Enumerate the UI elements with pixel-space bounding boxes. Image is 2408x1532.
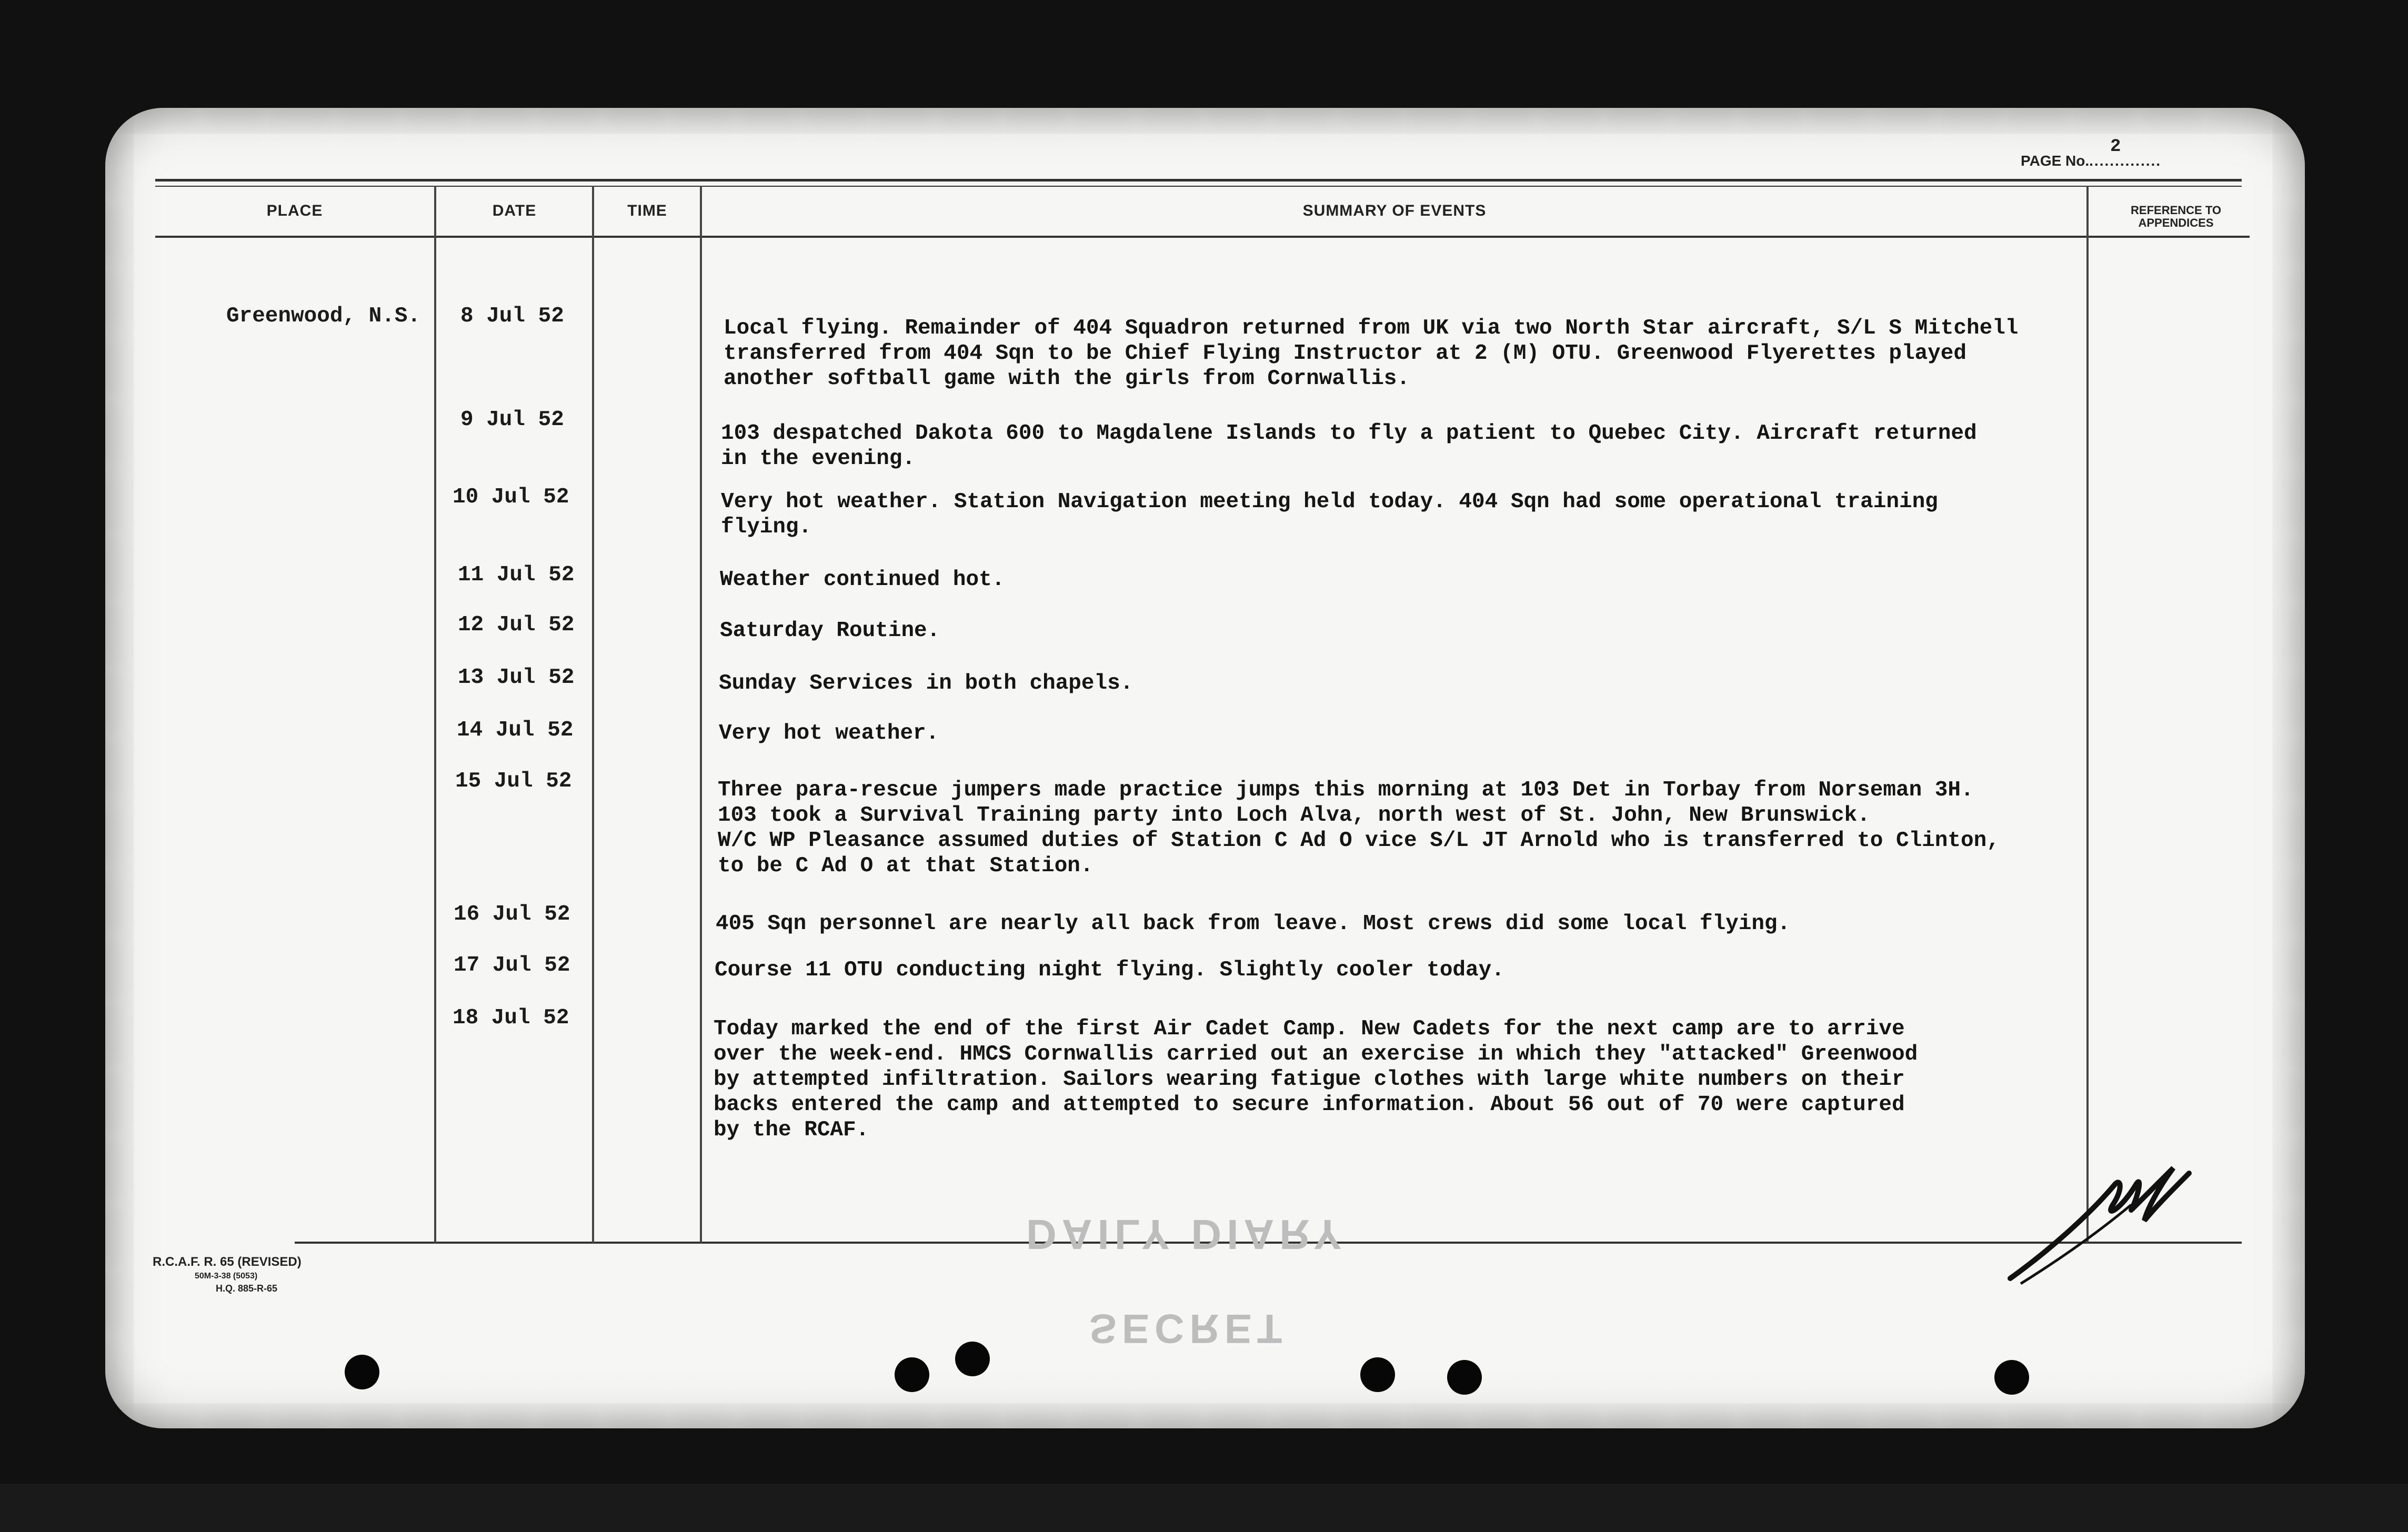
entry-date: 10 Jul 52 bbox=[453, 485, 569, 509]
column-header-reference bbox=[2097, 204, 2255, 229]
punch-hole bbox=[1994, 1360, 2029, 1395]
entry-date: 8 Jul 52 bbox=[460, 304, 564, 328]
entry-date: 18 Jul 52 bbox=[453, 1006, 569, 1030]
entry-summary: 405 Sqn personnel are nearly all back from leave. Most crews did some local flying. bbox=[716, 912, 1791, 936]
entry-date: 16 Jul 52 bbox=[454, 902, 570, 926]
date-time-divider bbox=[592, 186, 594, 1243]
entry-date: 14 Jul 52 bbox=[457, 718, 574, 742]
page-number-label: PAGE No. bbox=[2021, 153, 2090, 169]
entry-date: 13 Jul 52 bbox=[458, 666, 575, 690]
stamp-secret: SECRET bbox=[1089, 1306, 1288, 1352]
place-value: Greenwood, N.S. bbox=[226, 304, 421, 328]
column-header-time: TIME bbox=[627, 202, 667, 219]
form-hq-ref: H.Q. 885-R-65 bbox=[216, 1283, 278, 1294]
column-header-place: PLACE bbox=[266, 202, 323, 219]
entry-summary: Very hot weather. Station Navigation meeting held today. 404 Sqn had some operational training flying. bbox=[721, 490, 1938, 539]
top-rule bbox=[155, 179, 2242, 182]
form-code: R.C.A.F. R. 65 (REVISED) bbox=[153, 1255, 302, 1269]
place-date-divider bbox=[434, 186, 436, 1243]
column-header-date: DATE bbox=[492, 202, 537, 219]
punch-hole bbox=[955, 1342, 990, 1376]
page-number-dots: .............. bbox=[2089, 153, 2162, 169]
entry-summary: Today marked the end of the first Air Cadet Camp. New Cadets for the next camp are to arrive over the week-end. HMCS Cornwallis carried out an exercise in which they "attacked" Greenwood by attempted infiltration. Sailors wearing fatigue clothes with large white numbers on their backs entered the camp and attempted to secure information. About 56 out of 70 were captured by the RCAF. bbox=[714, 1017, 1918, 1142]
entry-summary: Course 11 OTU conducting night flying. Slightly cooler today. bbox=[715, 958, 1504, 982]
punch-hole bbox=[895, 1357, 929, 1392]
entry-date: 11 Jul 52 bbox=[458, 563, 575, 587]
entry-date: 15 Jul 52 bbox=[455, 769, 572, 793]
page-number-value: 2 bbox=[2110, 137, 2121, 157]
punch-hole bbox=[1360, 1357, 1395, 1392]
column-header-summary: SUMMARY OF EVENTS bbox=[1302, 202, 1487, 219]
entry-summary: Local flying. Remainder of 404 Squadron returned from UK via two North Star aircraft, S/L S Mitchell transferred from 404 Sqn to be Chief Flying Instructor at 2 (M) OTU. Greenwood Flyerettes played another softball game with the girls from Cornwallis. bbox=[724, 316, 2019, 391]
top-rule-thin bbox=[155, 186, 2242, 187]
stamp-daily-diary: DAILY DIARY bbox=[1026, 1211, 1347, 1258]
form-code-block bbox=[153, 1255, 302, 1294]
time-summary-divider bbox=[700, 186, 702, 1243]
entry-summary: 103 despatched Dakota 600 to Magdalene Islands to fly a patient to Quebec City. Aircraft returned in the evening. bbox=[721, 421, 1977, 471]
page-number bbox=[2021, 137, 2162, 169]
reference-header-line2: APPENDICES bbox=[2138, 216, 2214, 229]
signature-mark bbox=[2000, 1152, 2200, 1289]
reference-header-line1: REFERENCE TO bbox=[2131, 204, 2221, 217]
entry-date: 9 Jul 52 bbox=[460, 408, 564, 432]
entry-date: 17 Jul 52 bbox=[454, 953, 570, 977]
entry-summary: Very hot weather. bbox=[719, 721, 939, 745]
punch-hole bbox=[1447, 1360, 1482, 1395]
punch-hole bbox=[345, 1355, 379, 1389]
entry-summary: Weather continued hot. bbox=[720, 568, 1005, 592]
entry-summary: Three para-rescue jumpers made practice jumps this morning at 103 Det in Torbay from Norseman 3H. 103 took a Survival Training party into Loch Alva, north west of St. John, New Brunswick. W/C WP Pleasance assumed duties of Station C Ad O vice S/L JT Arnold who is transferred to Clinton, to be C Ad O at that Station. bbox=[718, 778, 2000, 878]
header-rule bbox=[155, 236, 2250, 238]
form-print-run: 50M-3-38 (5053) bbox=[195, 1272, 258, 1281]
entry-summary: Sunday Services in both chapels. bbox=[719, 671, 1133, 696]
scan-bottom-edge bbox=[0, 1484, 2408, 1532]
entry-date: 12 Jul 52 bbox=[458, 613, 575, 637]
entry-summary: Saturday Routine. bbox=[720, 619, 940, 643]
